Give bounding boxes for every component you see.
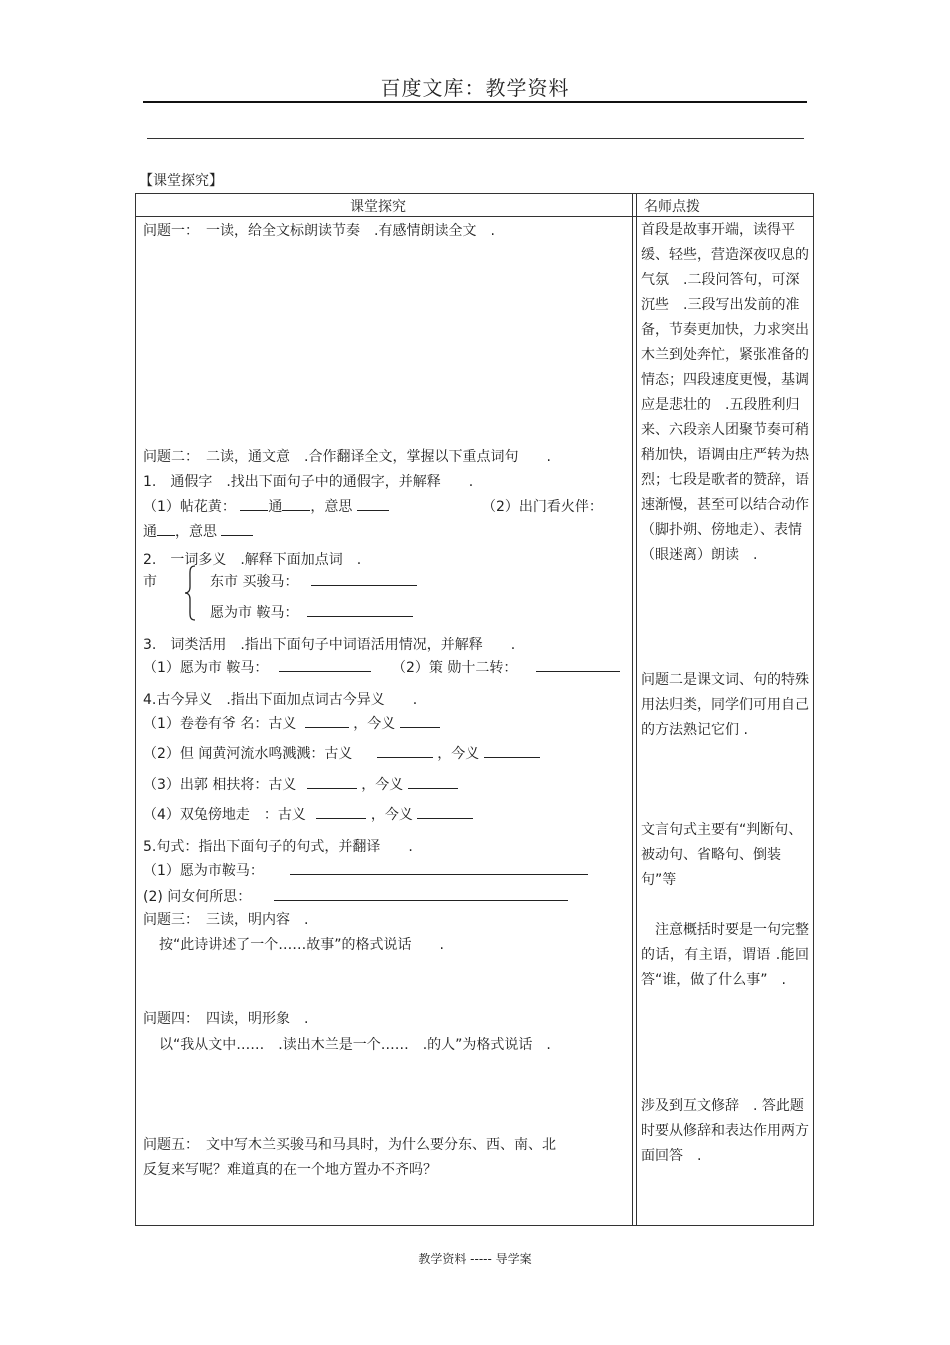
q2-4-1: （1）卷卷有爷 名：古义 ，今义: [143, 713, 440, 733]
header-row-divider: [136, 216, 813, 217]
yisi-label: ，意思: [175, 524, 217, 540]
q2-item-1: 1. 通假字 .找出下面句子中的通假字，并解释 .: [143, 474, 474, 490]
answer-blank[interactable]: [400, 713, 440, 728]
q2-4-2: （2）但 闻黄河流水鸣溅溅：古义 ，今义: [143, 743, 540, 763]
tip-sentence-patterns: 文言句式主要有“判断句、被动句、省略句、倒装句”等: [641, 822, 803, 888]
answer-blank[interactable]: [417, 804, 473, 819]
question-1: 问题一： 一读，给全文标朗读节奏 .有感情朗读全文 .: [143, 223, 495, 239]
question-5-line1: 问题五： 文中写木兰买骏马和马具时，为什么要分东、西、南、北: [143, 1137, 556, 1153]
tong-label: 通: [143, 524, 157, 540]
q2-3b: （2）策 勋十二转：: [392, 657, 620, 677]
answer-blank[interactable]: [536, 657, 620, 672]
question-3-prompt: 按“此诗讲述了一个……故事”的格式说话 .: [159, 937, 444, 953]
tip-rhetoric: 涉及到互文修辞 . 答此题时要从修辞和表达作用两方面回答 .: [641, 1098, 809, 1164]
q2-4-4: （4）双兔傍地走 ：古义 ，今义: [143, 804, 473, 824]
answer-blank[interactable]: [311, 571, 417, 586]
q2-item-5: 5.句式：指出下面句子的句式，并翻译 .: [143, 839, 413, 855]
q2-item-1b: （2）出门看火伴：: [482, 499, 603, 515]
answer-blank[interactable]: [157, 521, 175, 536]
q2-4-3: （3）出郭 相扶将：古义 ，今义: [143, 774, 458, 794]
header-rule: [143, 101, 807, 103]
column-header-explore: 课堂探究: [350, 199, 406, 215]
q2-item-1b-cont: [143, 521, 253, 541]
q2-3a: （1）愿为市 鞍马：: [143, 657, 371, 677]
answer-blank[interactable]: [240, 496, 268, 511]
question-4: 问题四： 四读，明形象 .: [143, 1011, 309, 1027]
q2-item-1a: [143, 496, 389, 516]
answer-blank[interactable]: [408, 774, 458, 789]
polysemy-word: 市: [143, 574, 157, 590]
answer-blank[interactable]: [305, 713, 349, 728]
tong-label: 通: [268, 499, 283, 515]
page-footer: 教学资料 ----- 导学案: [418, 1252, 532, 1266]
q2-item-4: 4.古今异义 .指出下面加点词古今异义 .: [143, 692, 418, 708]
q2-2a: 东市 买骏马：: [210, 571, 417, 591]
q2-item-2: 2. 一词多义 .解释下面加点词 .: [143, 552, 362, 568]
answer-blank[interactable]: [221, 521, 253, 536]
column-divider: [632, 194, 633, 1225]
answer-blank[interactable]: [274, 886, 568, 901]
answer-blank[interactable]: [282, 496, 310, 511]
answer-blank[interactable]: [290, 860, 588, 875]
answer-blank[interactable]: [484, 743, 540, 758]
column-header-tips: 名师点拨: [644, 199, 700, 215]
tip-word-usage: 问题二是课文词、句的特殊用法归类，同学们可用自己的方法熟记它们 .: [641, 672, 809, 738]
answer-blank[interactable]: [377, 743, 433, 758]
answer-blank[interactable]: [357, 496, 389, 511]
question-5-line2: 反复来写呢？难道真的在一个地方置办不齐吗？: [143, 1162, 437, 1178]
q2-item-3: 3. 词类活用 .指出下面句子中词语活用情况，并解释 .: [143, 637, 516, 653]
question-2: 问题二： 二读，通文意 .合作翻译全文，掌握以下重点词句 .: [143, 449, 551, 465]
q2-1a-label: （1）帖花黄：: [143, 499, 236, 515]
answer-blank[interactable]: [279, 657, 371, 672]
tip-reading-rhythm: 首段是故事开端，读得平缓、轻些，营造深夜叹息的气氛 .二段问答句，可深沉些 .三段写出发前的准备，节奏更加快，力求突出木兰到处奔忙，紧张准备的情态；四段速度更慢，基调应是悲壮的 .五段胜利归来、六段亲人团聚节奏可稍稍加快，语调由庄严转为热烈；七段是歌者的赞辞，语速渐慢，甚至可以结合动作（脚扑朔、傍地走）、表情（眼迷离）朗读 .: [641, 222, 809, 563]
answer-blank[interactable]: [316, 804, 366, 819]
column-divider-double: [636, 194, 637, 1225]
q2-2b: 愿为市 鞍马：: [210, 602, 413, 622]
tip-summary: 注意概括时要是一句完整的话，有主语，谓语 .能回答“谁，做了什么事” .: [641, 922, 809, 988]
q2-5-1: （1）愿为市鞍马：: [143, 860, 588, 880]
q2-5-2: (2) 问女何所思：: [143, 886, 568, 906]
question-3: 问题三： 三读，明内容 .: [143, 912, 309, 928]
brace-icon: [183, 565, 197, 621]
header-rule-thin: [147, 138, 804, 139]
answer-blank[interactable]: [307, 774, 357, 789]
section-label: 【课堂探究】: [139, 173, 223, 189]
page-title: 百度文库：教学资料: [380, 76, 570, 100]
yisi-label: ，意思: [310, 499, 353, 515]
answer-blank[interactable]: [307, 602, 413, 617]
question-4-prompt: 以“我从文中…… .读出木兰是一个…… .的人”为格式说话 .: [159, 1037, 551, 1053]
